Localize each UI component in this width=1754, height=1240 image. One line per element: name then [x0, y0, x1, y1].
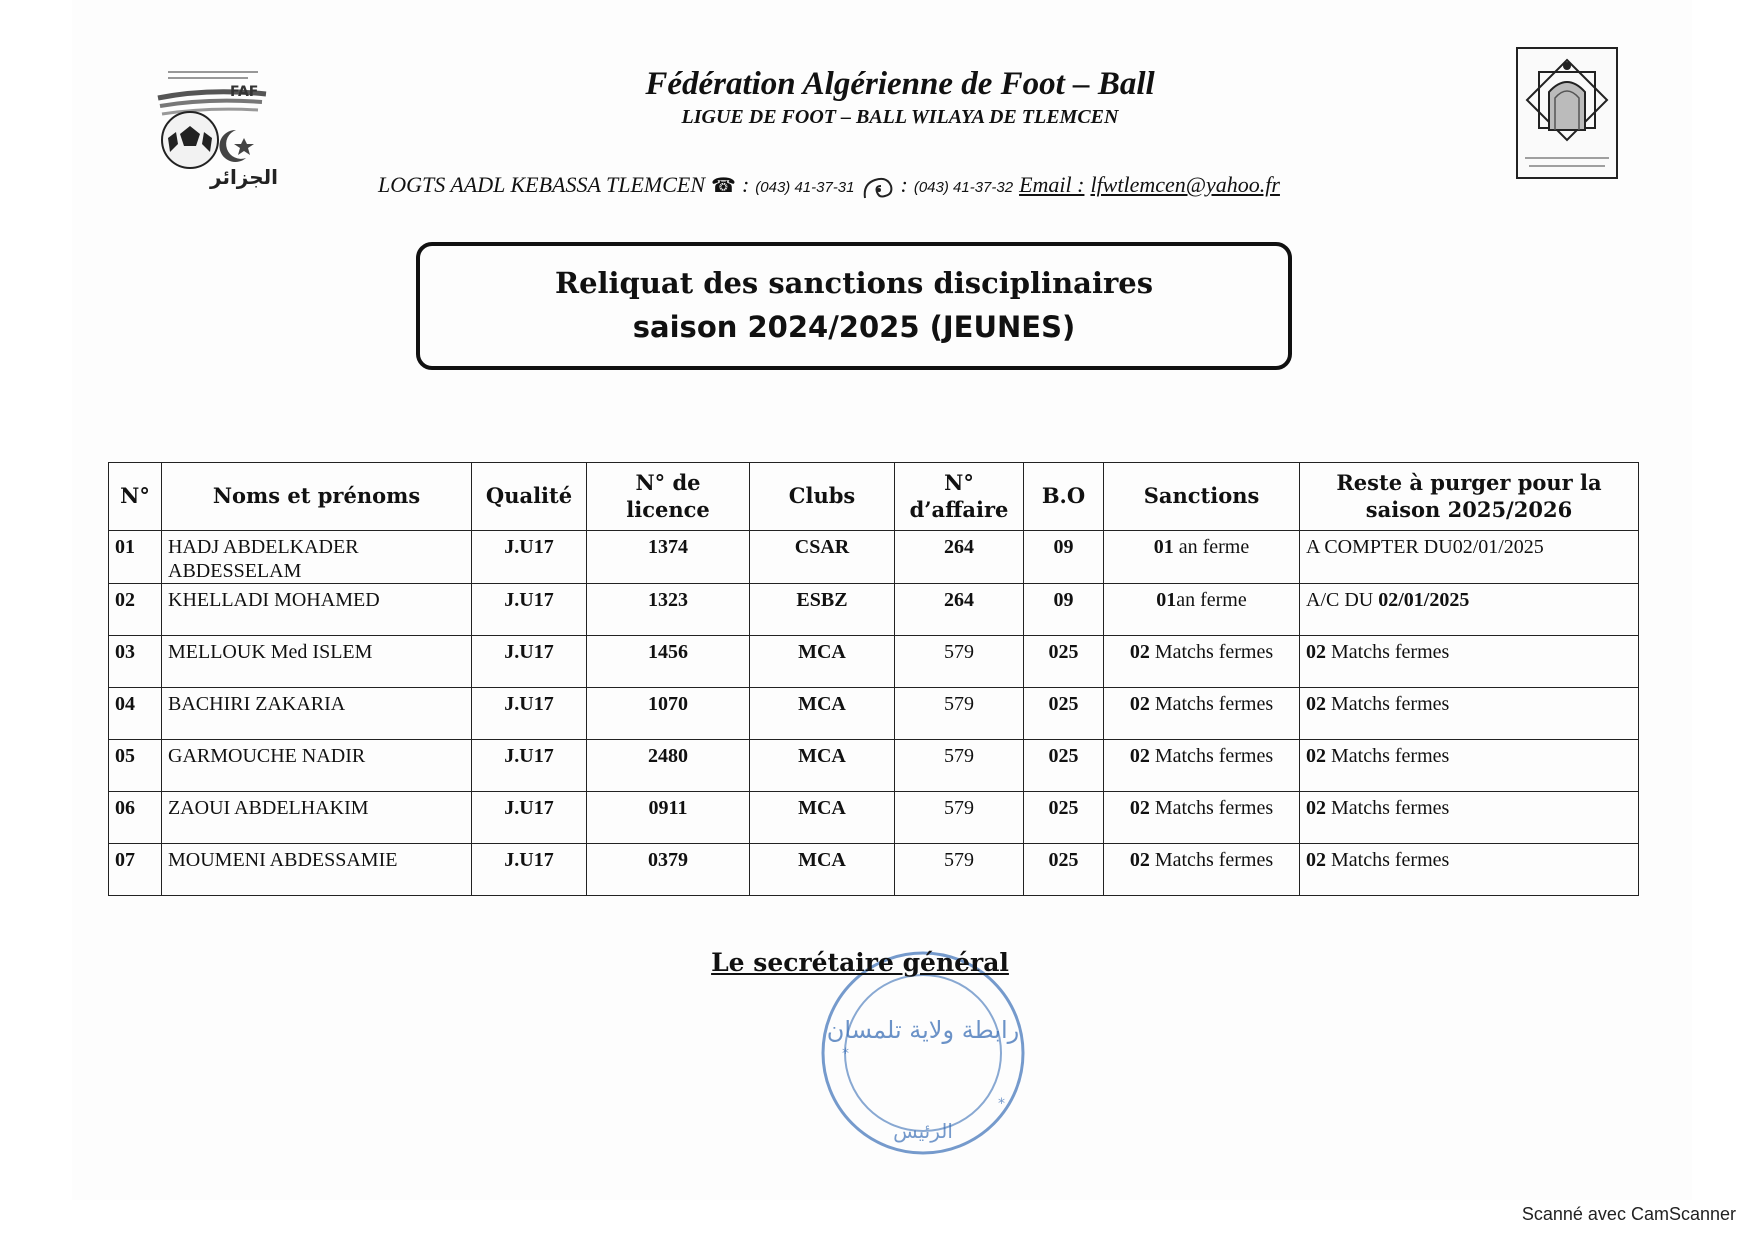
cell-licence: 1323	[587, 584, 750, 636]
cell-bo: 09	[1024, 584, 1104, 636]
svg-text:الجزائر: الجزائر	[210, 165, 278, 189]
cell-num: 05	[109, 740, 162, 792]
cell-name: ZAOUI ABDELHAKIM	[162, 792, 472, 844]
cell-sanction: 02 Matchs fermes	[1104, 740, 1300, 792]
cell-sanction: 02 Matchs fermes	[1104, 792, 1300, 844]
header-qualite: Qualité	[472, 463, 587, 531]
email-label: Email :	[1019, 172, 1085, 197]
cell-club: MCA	[750, 844, 895, 896]
cell-affaire: 579	[895, 844, 1024, 896]
header-clubs: Clubs	[750, 463, 895, 531]
cell-qualite: J.U17	[472, 792, 587, 844]
table-row	[109, 531, 1639, 584]
svg-text:FAF: FAF	[230, 84, 259, 100]
cell-club: ESBZ	[750, 584, 895, 636]
table-row	[109, 688, 1639, 740]
cell-name: HADJ ABDELKADER ABDESSELAM	[162, 531, 472, 584]
svg-text:*: *	[842, 1046, 849, 1062]
header-bo: B.O	[1024, 463, 1104, 531]
cell-qualite: J.U17	[472, 844, 587, 896]
table-row	[109, 792, 1639, 844]
title-line-1: Reliquat des sanctions disciplinaires	[554, 266, 1154, 300]
table-row	[109, 584, 1639, 636]
stamp-text: رابطة ولاية تلمسان	[826, 1016, 1020, 1044]
header-reste: Reste à purger pour la saison 2025/2026	[1300, 463, 1639, 531]
table-row	[109, 844, 1639, 896]
title-line-2: saison 2024/2025 (JEUNES)	[632, 310, 1076, 344]
sanctions-table	[108, 462, 1639, 896]
cell-reste: 02 Matchs fermes	[1300, 688, 1639, 740]
league-emblem	[1515, 46, 1619, 180]
cell-licence: 2480	[587, 740, 750, 792]
stamp-bottom-text: الرئيس	[893, 1119, 953, 1143]
cell-sanction: 02 Matchs fermes	[1104, 636, 1300, 688]
cell-sanction: 02 Matchs fermes	[1104, 688, 1300, 740]
cell-licence: 1456	[587, 636, 750, 688]
email-link[interactable]: lfwtlemcen@yahoo.fr	[1090, 172, 1280, 197]
cell-num: 01	[109, 531, 162, 584]
signature-title: Le secrétaire général	[711, 948, 1009, 977]
cell-qualite: J.U17	[472, 688, 587, 740]
cell-bo: 025	[1024, 844, 1104, 896]
cell-affaire: 264	[895, 531, 1024, 584]
cell-sanction: 01 an ferme	[1104, 531, 1300, 584]
svg-text:*: *	[998, 1096, 1005, 1112]
cell-reste: 02 Matchs fermes	[1300, 740, 1639, 792]
header-affaire: N° d’affaire	[895, 463, 1024, 531]
cell-num: 04	[109, 688, 162, 740]
cell-bo: 09	[1024, 531, 1104, 584]
fax-number: (043) 41-37-32	[913, 179, 1014, 196]
cell-affaire: 579	[895, 636, 1024, 688]
cell-affaire: 579	[895, 740, 1024, 792]
cell-bo: 025	[1024, 688, 1104, 740]
cell-sanction: 01an ferme	[1104, 584, 1300, 636]
cell-num: 02	[109, 584, 162, 636]
document-title-box	[416, 242, 1292, 370]
header-sanctions: Sanctions	[1104, 463, 1300, 531]
cell-qualite: J.U17	[472, 584, 587, 636]
cell-club: MCA	[750, 688, 895, 740]
cell-licence: 0911	[587, 792, 750, 844]
address-text: LOGTS AADL KEBASSA TLEMCEN	[378, 172, 706, 197]
header-name: Noms et prénoms	[162, 463, 472, 531]
cell-club: MCA	[750, 636, 895, 688]
phone-icon: ☎	[711, 175, 736, 197]
cell-reste: 02 Matchs fermes	[1300, 792, 1639, 844]
phone-number: (043) 41-37-31	[755, 179, 855, 196]
header-licence: N° de licence	[587, 463, 750, 531]
cell-bo: 025	[1024, 636, 1104, 688]
cell-num: 07	[109, 844, 162, 896]
fax-label: :	[900, 172, 908, 197]
scanner-watermark: Scanné avec CamScanner	[1521, 1204, 1736, 1224]
cell-sanction: 02 Matchs fermes	[1104, 844, 1300, 896]
cell-name: KHELLADI MOHAMED	[162, 584, 472, 636]
cell-licence: 1070	[587, 688, 750, 740]
cell-name: BACHIRI ZAKARIA	[162, 688, 472, 740]
table-row	[109, 636, 1639, 688]
cell-licence: 0379	[587, 844, 750, 896]
league-name: LIGUE DE FOOT – BALL WILAYA DE TLEMCEN	[681, 106, 1119, 128]
cell-reste: A COMPTER DU02/01/2025	[1300, 531, 1639, 584]
cell-reste: 02 Matchs fermes	[1300, 844, 1639, 896]
cell-qualite: J.U17	[472, 636, 587, 688]
cell-affaire: 579	[895, 688, 1024, 740]
cell-reste: A/C DU 02/01/2025	[1300, 584, 1639, 636]
cell-num: 06	[109, 792, 162, 844]
contact-line	[378, 172, 1438, 206]
cell-name: MELLOUK Med ISLEM	[162, 636, 472, 688]
fax-icon	[861, 174, 895, 204]
cell-bo: 025	[1024, 792, 1104, 844]
cell-qualite: J.U17	[472, 531, 587, 584]
table-header-row	[109, 463, 1639, 531]
cell-num: 03	[109, 636, 162, 688]
cell-bo: 025	[1024, 740, 1104, 792]
cell-name: GARMOUCHE NADIR	[162, 740, 472, 792]
table-row	[109, 740, 1639, 792]
cell-affaire: 264	[895, 584, 1024, 636]
cell-club: MCA	[750, 792, 895, 844]
cell-licence: 1374	[587, 531, 750, 584]
header-num: N°	[109, 463, 162, 531]
cell-club: MCA	[750, 740, 895, 792]
cell-name: MOUMENI ABDESSAMIE	[162, 844, 472, 896]
federation-name: Fédération Algérienne de Foot – Ball	[645, 66, 1155, 102]
phone-label: :	[741, 172, 750, 197]
faf-logo	[148, 60, 278, 190]
cell-club: CSAR	[750, 531, 895, 584]
cell-affaire: 579	[895, 792, 1024, 844]
cell-reste: 02 Matchs fermes	[1300, 636, 1639, 688]
cell-qualite: J.U17	[472, 740, 587, 792]
